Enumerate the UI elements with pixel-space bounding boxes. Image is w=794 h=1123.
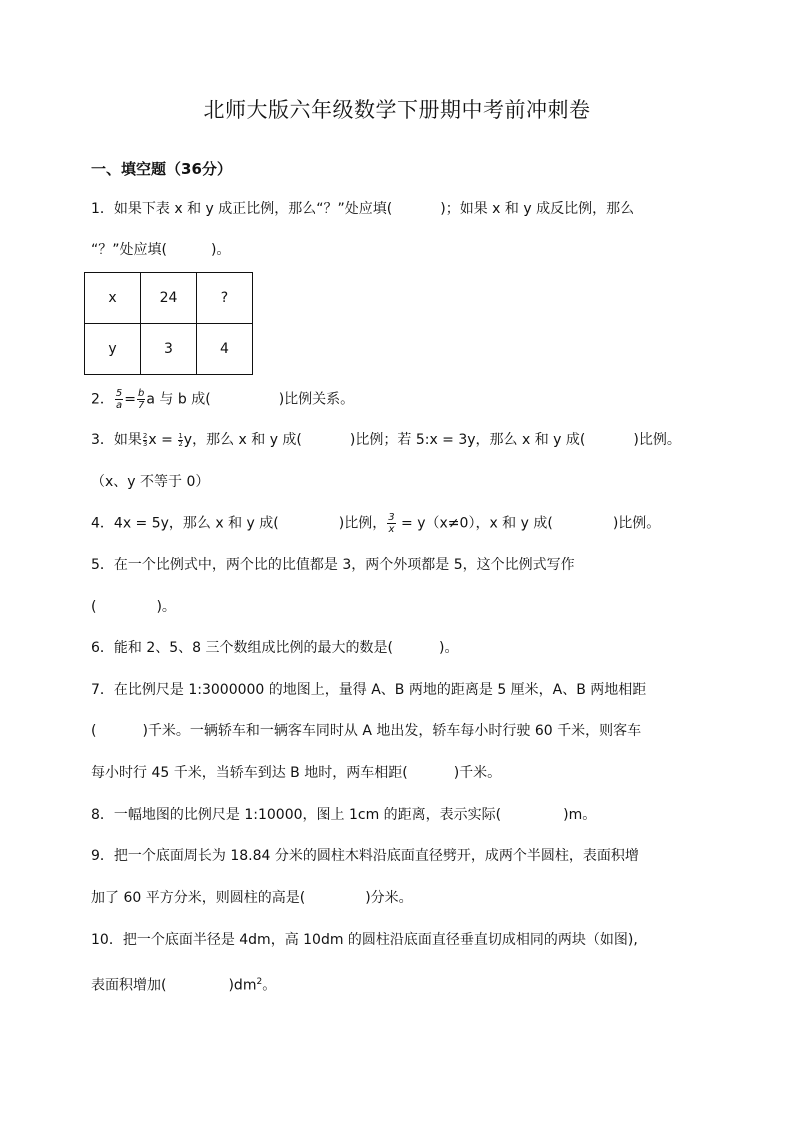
q3-text-a: 3．如果: [91, 432, 142, 448]
q1-text-a: 1．如果下表 x 和 y 成正比例，那么“？”处应填(: [91, 201, 393, 217]
q5-text-a: (: [91, 599, 97, 615]
table-cell: y: [85, 324, 141, 375]
question-1-line-1: [91, 199, 634, 219]
question-5-line-1: 5．在一个比例式中，两个比的比值都是 3，两个外项都是 5，这个比例式写作: [91, 557, 575, 573]
q10-text-a: 表面积增加(: [91, 977, 167, 994]
q7-text-c: 每小时行 45 千米，当轿车到达 B 地时，两车相距(: [91, 765, 408, 781]
fraction-numerator: 1: [178, 431, 183, 440]
fraction-numerator: 3: [388, 512, 395, 523]
table-row: [85, 273, 253, 324]
fraction-numerator: b: [138, 388, 145, 399]
q8-text-b: )m。: [563, 807, 597, 823]
q2-fraction-1: [115, 388, 123, 411]
q3-text-d: )比例；若 5:x = 3y，那么 x 和 y 成(: [349, 432, 586, 448]
fraction-denominator: x: [388, 524, 395, 535]
question-1-line-2: [91, 240, 230, 260]
question-7-line-2: [91, 721, 641, 741]
q10-text-end: 。: [262, 977, 277, 994]
question-3-line-2: （x、y 不等于 0）: [91, 474, 210, 490]
fraction-numerator: 5: [115, 388, 123, 399]
question-10-line-2: [91, 972, 276, 996]
fraction-denominator: a: [116, 400, 123, 411]
fraction-denominator: 7: [138, 400, 145, 411]
q7-text-b: )千米。一辆轿车和一辆客车同时从 A 地出发，轿车每小时行驶 60 千米，则客车: [142, 723, 642, 739]
section-heading: 一、填空题（36分）: [91, 160, 232, 178]
q7-text-d: )千米。: [453, 765, 502, 781]
question-10-line-1: 10．把一个底面半径是 4dm，高 10dm 的圆柱沿底面直径垂直切成相同的两块（如图),: [91, 932, 638, 948]
table-cell: 3: [141, 324, 197, 375]
q1-text-b: )；如果 x 和 y 成反比例，那么: [440, 201, 635, 217]
q2-number: 2．: [91, 391, 114, 408]
question-5-line-2: [91, 597, 176, 617]
question-7-line-3: [91, 763, 501, 783]
q4-text-b: )比例，: [338, 515, 387, 532]
table-cell: x: [85, 273, 141, 324]
q2-equals: =: [124, 391, 137, 408]
q3-text-c: y，那么 x 和 y 成(: [183, 432, 302, 448]
question-8: [91, 805, 596, 825]
fraction-denominator: 3: [142, 439, 148, 448]
q8-text-a: 8．一幅地图的比例尺是 1:10000，图上 1cm 的距离，表示实际(: [91, 807, 502, 823]
table-row: [85, 324, 253, 375]
q4-text-c: = y（x≠0），x 和 y 成(: [396, 515, 553, 532]
q7-text-a: (: [91, 723, 97, 739]
question-4: [91, 512, 660, 535]
table-cell: ?: [197, 273, 253, 324]
q1-text-d: )。: [210, 242, 231, 258]
q2-text: a 与 b 成(: [146, 391, 211, 408]
q10-text-b: )dm: [228, 977, 257, 994]
q2-fraction-2: [137, 388, 145, 411]
q9-text-b: )分米。: [365, 890, 413, 906]
q9-text-a: 加了 60 平方分米，则圆柱的高是(: [91, 890, 306, 906]
fraction-numerator: 2: [142, 431, 148, 440]
table-cell: 24: [141, 273, 197, 324]
q1-text-c: “？”处应填(: [91, 242, 167, 258]
xy-table: [84, 272, 253, 375]
q3-text-b: x =: [148, 432, 178, 448]
page-title: 北师大版六年级数学下册期中考前冲刺卷: [203, 98, 591, 122]
question-3-line-1: [91, 430, 681, 450]
q6-text-b: )。: [439, 640, 459, 656]
q2-text-end: )比例关系。: [278, 391, 355, 408]
q3-fraction-1: [143, 433, 147, 448]
question-6: [91, 638, 458, 658]
q4-text-a: 4．4x = 5y，那么 x 和 y 成(: [91, 515, 279, 532]
q3-text-e: )比例。: [633, 432, 681, 448]
question-9-line-2: [91, 888, 413, 908]
question-9-line-1: 9．把一个底面周长为 18.84 分米的圆柱木料沿底面直径劈开，成两个半圆柱，表面积增: [91, 848, 639, 864]
question-2: [91, 388, 354, 411]
question-7-line-1: 7．在比例尺是 1:3000000 的地图上，量得 A、B 两地的距离是 5 厘米，A、B 两地相距: [91, 682, 647, 698]
q4-text-d: )比例。: [612, 515, 661, 532]
q4-fraction: [387, 512, 395, 535]
q3-fraction-2: [178, 433, 182, 448]
q5-text-b: )。: [156, 599, 176, 615]
q10-superscript: 2: [256, 977, 263, 987]
table-cell: 4: [197, 324, 253, 375]
fraction-denominator: 2: [178, 439, 183, 448]
q6-text-a: 6．能和 2、5、8 三个数组成比例的最大的数是(: [91, 640, 393, 656]
